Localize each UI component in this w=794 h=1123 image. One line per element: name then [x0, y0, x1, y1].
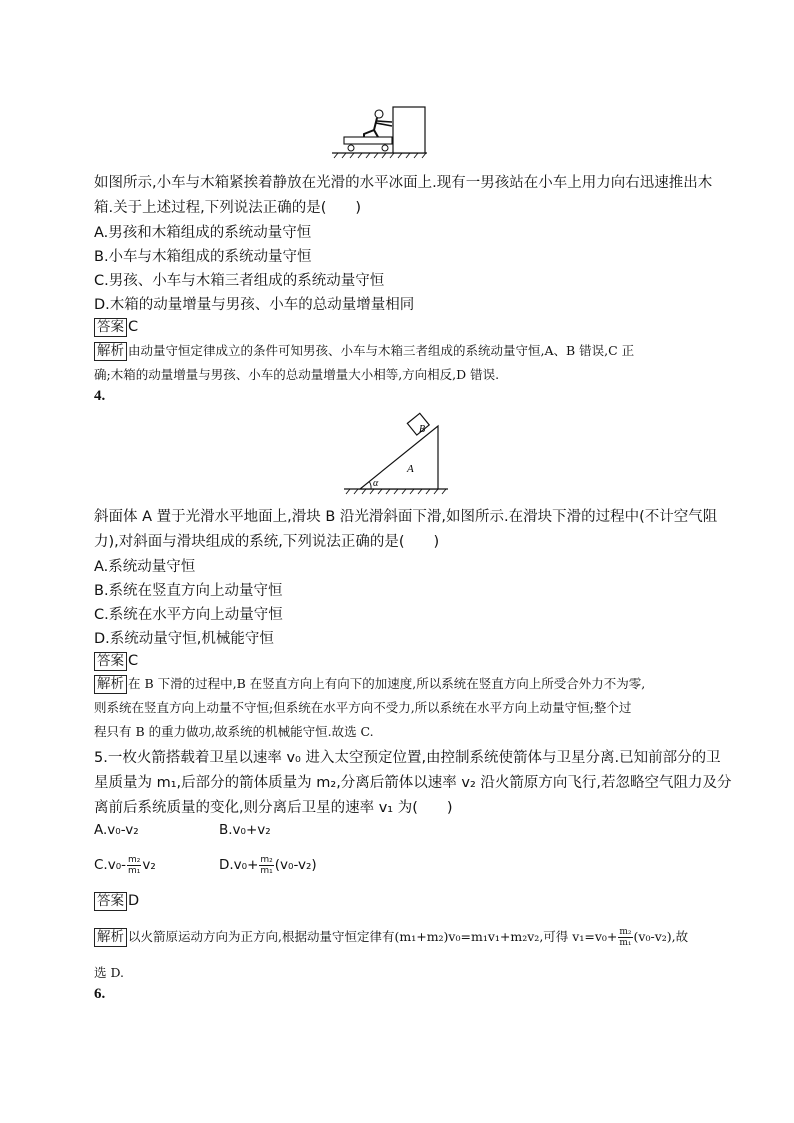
frac-den: m₁: [260, 865, 273, 876]
q4-analysis-line3: 程只有 B 的重力做功,故系统的机械能守恒.故选 C.: [94, 724, 374, 739]
label-b: B: [419, 424, 426, 435]
q4-option-a: A.系统动量守恒: [94, 559, 196, 575]
label-alpha: α: [373, 478, 379, 489]
q5-option-c: [94, 852, 156, 878]
q5-option-c-post: v₂: [142, 857, 156, 873]
q5-stem-line1: 5.一枚火箭搭载着卫星以速率 v₀ 进入太空预定位置,由控制系统使箭体与卫星分离.已知前部分的卫: [94, 750, 721, 766]
frac-num: m₂: [260, 854, 273, 865]
q3-answer-value: C: [128, 319, 139, 335]
q5-option-c-pre: C.v₀-: [94, 857, 126, 873]
q5-answer-value: D: [128, 893, 140, 909]
answer-tag: 答案: [94, 892, 127, 911]
q5-stem-line2: 星质量为 m₁,后部分的箭体质量为 m₂,分离后箭体以速率 v₂ 沿火箭原方向飞行,若忽略空气阻力及分: [94, 775, 732, 791]
q5-analysis-line2: 选 D.: [94, 965, 125, 980]
q5-option-d-pre: D.v₀+: [219, 857, 259, 873]
q4-stem-line2: 力),对斜面与滑块组成的系统,下列说法正确的是( ): [94, 534, 440, 550]
analysis-tag: 解析: [94, 342, 127, 361]
q5-option-d-post: (v₀-v₂): [274, 857, 317, 873]
q5-answer: [94, 888, 139, 914]
answer-tag: 答案: [94, 652, 127, 671]
q3-stem-line2: 箱.关于上述过程,下列说法正确的是( ): [94, 200, 362, 216]
frac-den: m₁: [128, 865, 141, 876]
q5-analysis-text1-post: (v₀-v₂),故: [633, 929, 689, 944]
q4-answer-value: C: [128, 653, 139, 669]
frac-num: m₂: [128, 854, 141, 865]
q4-option-d: D.系统动量守恒,机械能守恒: [94, 631, 274, 647]
q3-analysis-line1: [94, 338, 634, 364]
q3-option-c: C.男孩、小车与木箱三者组成的系统动量守恒: [94, 273, 385, 289]
q4-stem-line1: 斜面体 A 置于光滑水平地面上,滑块 B 沿光滑斜面下滑,如图所示.在滑块下滑的过程中(不计空气阻: [94, 509, 718, 525]
q3-analysis-text1: 由动量守恒定律成立的条件可知男孩、小车与木箱三者组成的系统动量守恒,A、B 错误,C 正: [128, 343, 635, 358]
q6-number: 6.: [94, 986, 106, 1002]
analysis-tag: 解析: [94, 675, 127, 694]
q5-analysis-line1: [94, 924, 688, 950]
frac-num: m₂: [619, 927, 632, 937]
q4-analysis-line1: [94, 671, 645, 697]
mass-fraction: [618, 927, 632, 948]
q3-answer: [94, 314, 138, 340]
q4-analysis-text1: 在 B 下滑的过程中,B 在竖直方向上有向下的加速度,所以系统在竖直方向上所受合外力不为零,: [128, 676, 646, 691]
cart-box-figure: [330, 104, 430, 160]
q5-option-d: [219, 852, 317, 878]
mass-fraction: [127, 855, 141, 876]
q4-analysis-line2: 则系统在竖直方向上动量不守恒;但系统在水平方向不受力,所以系统在水平方向上动量守恒;整个过: [94, 700, 632, 715]
q3-option-b: B.小车与木箱组成的系统动量守恒: [94, 249, 312, 265]
q4-number: 4.: [94, 388, 106, 404]
q4-option-c: C.系统在水平方向上动量守恒: [94, 607, 283, 623]
q3-option-a: A.男孩和木箱组成的系统动量守恒: [94, 225, 312, 241]
q3-option-d: D.木箱的动量增量与男孩、小车的总动量增量相同: [94, 297, 415, 313]
q5-analysis-text1-pre: 以火箭原运动方向为正方向,根据动量守恒定律有(m₁+m₂)v₀=m₁v₁+m₂v₂,可得 v₁=v₀+: [128, 929, 618, 944]
q5-option-a: A.v₀-v₂: [94, 822, 139, 838]
answer-tag: 答案: [94, 318, 127, 337]
incline-figure: [340, 410, 452, 496]
analysis-tag: 解析: [94, 928, 127, 947]
mass-fraction: [259, 855, 273, 876]
q5-option-b: B.v₀+v₂: [219, 822, 271, 838]
label-a: A: [407, 463, 414, 475]
q3-analysis-line2: 确;木箱的动量增量与男孩、小车的总动量增量大小相等,方向相反,D 错误.: [94, 367, 500, 382]
q4-option-b: B.系统在竖直方向上动量守恒: [94, 583, 283, 599]
frac-den: m₁: [619, 938, 632, 948]
q3-stem-line1: 如图所示,小车与木箱紧挨着静放在光滑的水平冰面上.现有一男孩站在小车上用力向右迅速推出木: [94, 175, 713, 191]
q5-stem-line3: 离前后系统质量的变化,则分离后卫星的速率 v₁ 为( ): [94, 800, 453, 816]
